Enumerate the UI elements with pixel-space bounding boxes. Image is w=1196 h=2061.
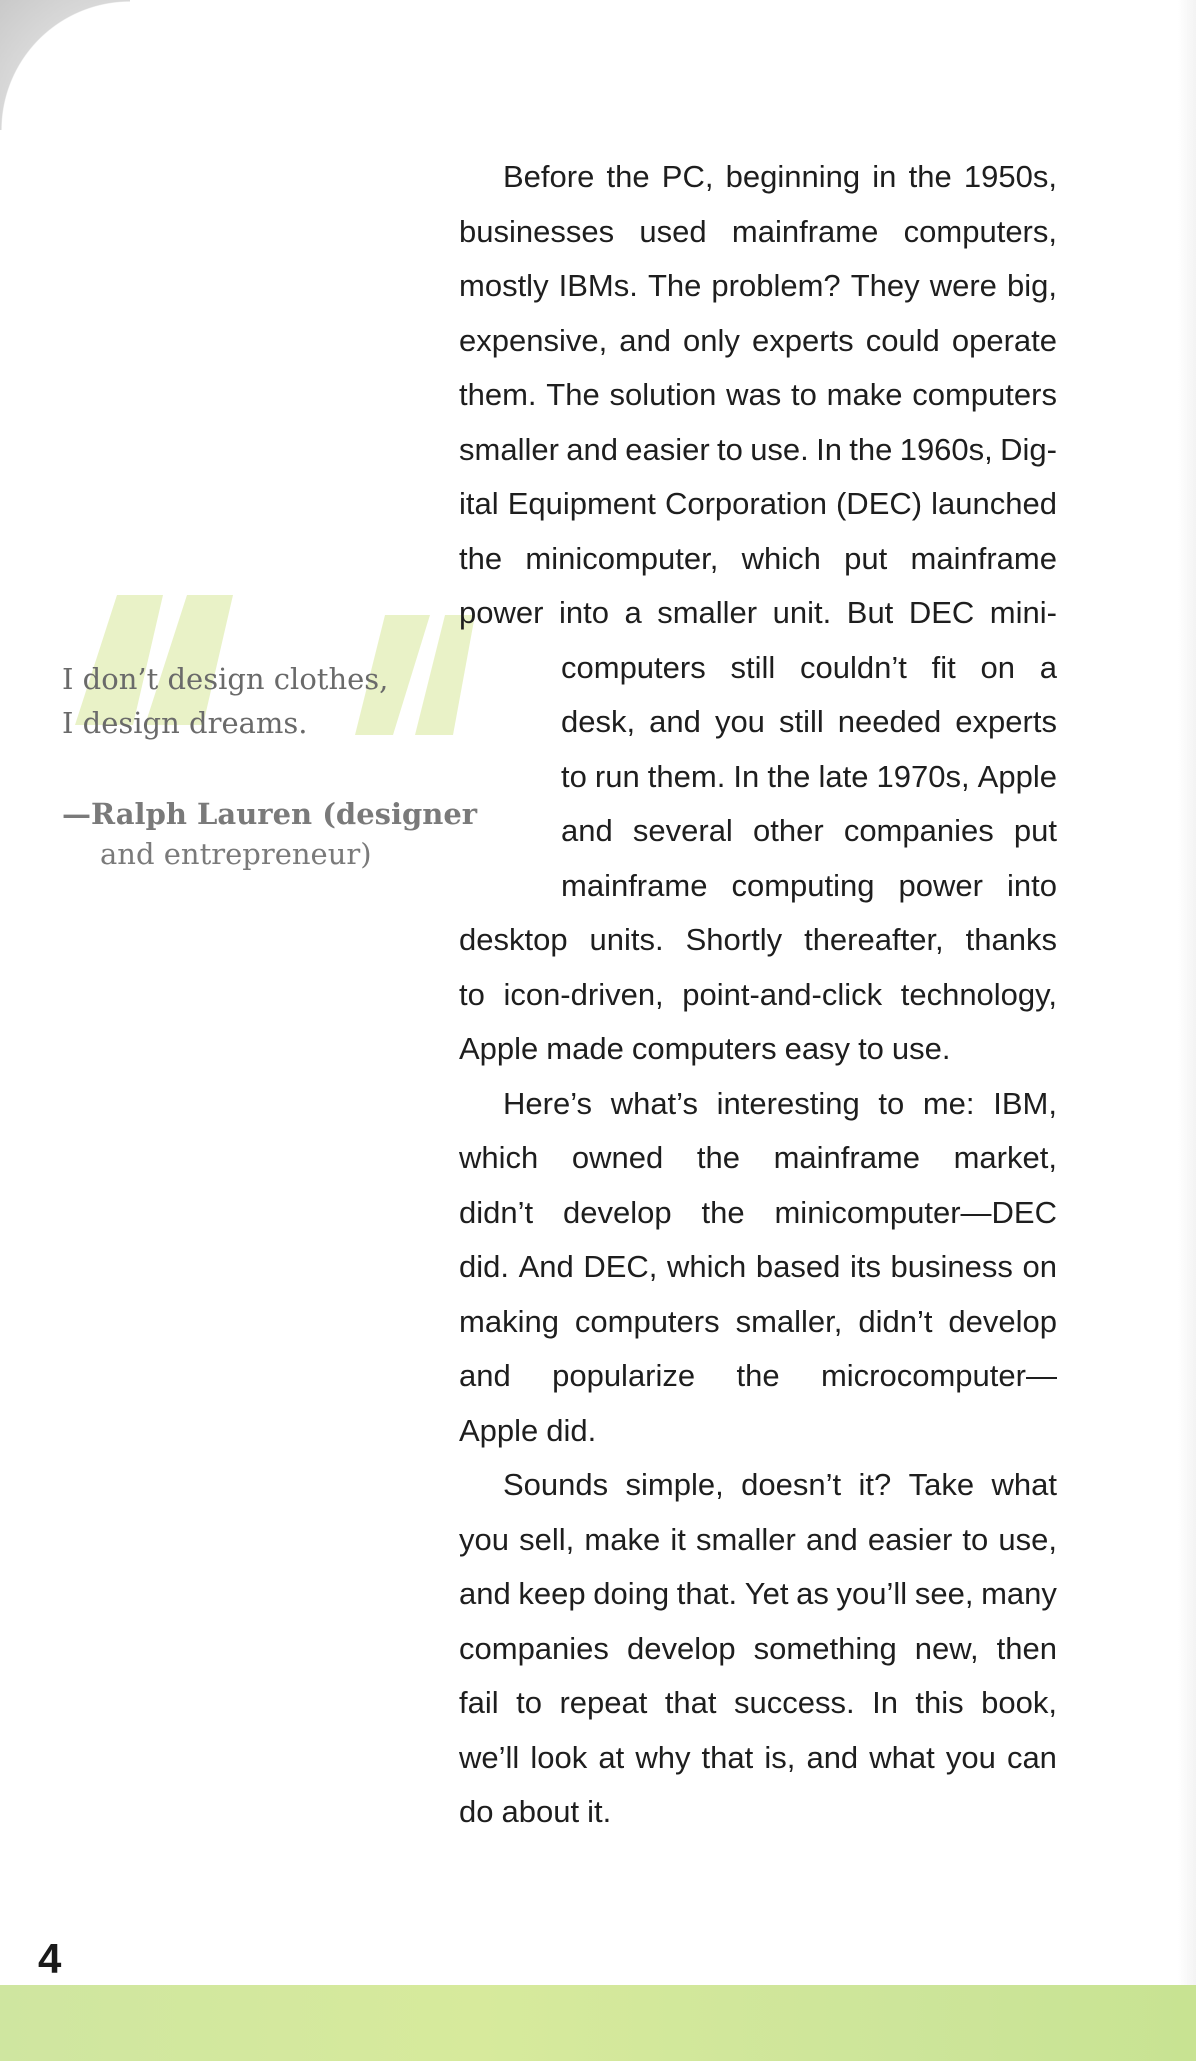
word: a — [1039, 649, 1057, 685]
word: in — [872, 159, 897, 194]
word: which — [741, 540, 821, 576]
text-line — [459, 641, 1057, 696]
word: icon-driven, — [503, 976, 664, 1012]
word: success. — [734, 1685, 855, 1720]
word: and — [806, 1739, 859, 1775]
word: In — [733, 758, 760, 794]
word: computers, — [903, 213, 1057, 249]
word: sell, — [519, 1521, 575, 1557]
word: look — [530, 1739, 588, 1775]
word: easier — [867, 1521, 953, 1557]
word: develop — [948, 1303, 1057, 1339]
word: problem? — [711, 268, 841, 303]
word: launched — [931, 486, 1057, 521]
word: simple, — [625, 1467, 724, 1502]
quote-line: I design dreams. — [62, 706, 308, 740]
word: technology, — [900, 976, 1057, 1012]
word: Apple — [459, 1031, 539, 1066]
word: them. — [459, 377, 537, 412]
word: In — [816, 431, 842, 467]
word: to — [516, 1685, 542, 1720]
word: several — [632, 813, 733, 848]
word: (DEC) — [835, 486, 923, 521]
word: at — [598, 1739, 625, 1775]
word: it? — [858, 1467, 892, 1502]
word: the — [767, 758, 811, 794]
word: mostly — [459, 268, 549, 303]
word: 1970s, — [876, 758, 970, 794]
word: make — [584, 1521, 661, 1557]
word: companies — [843, 813, 994, 848]
word: and — [805, 1521, 858, 1557]
word: PC, — [661, 159, 714, 194]
word: and — [566, 431, 618, 467]
word: smaller — [459, 431, 559, 467]
page-corner-curl — [0, 0, 130, 130]
word: something — [753, 1630, 897, 1666]
footer-color-bar — [0, 1985, 1196, 2061]
text-line — [459, 1077, 1057, 1132]
word: then — [996, 1630, 1057, 1666]
word: you — [714, 704, 765, 739]
word: point-and-click — [682, 976, 883, 1012]
text-line — [459, 1567, 1057, 1622]
word: 1950s, — [963, 159, 1057, 194]
word: Dig- — [1000, 431, 1057, 467]
word: based — [755, 1249, 841, 1284]
word: used — [639, 213, 707, 249]
attribution-line: —Ralph Lauren (designer — [62, 797, 478, 831]
word: is, — [764, 1739, 796, 1775]
word: business — [890, 1249, 1013, 1284]
word: thereafter, — [804, 922, 944, 957]
text-line — [459, 1622, 1057, 1677]
word: its — [849, 1249, 881, 1284]
text-line — [459, 859, 1057, 914]
word: operate — [951, 322, 1057, 358]
word: them. — [647, 758, 726, 794]
word: into — [1007, 867, 1057, 903]
word: and — [561, 813, 613, 848]
word: big, — [1006, 268, 1057, 303]
word: to — [878, 1085, 905, 1121]
text-line — [459, 1731, 1057, 1786]
word: popularize — [552, 1358, 696, 1393]
word: and — [649, 704, 701, 739]
word: on — [1022, 1249, 1057, 1284]
word: DEC, — [583, 1249, 658, 1284]
word: only — [683, 322, 740, 358]
word: Before — [503, 159, 595, 194]
word: computing — [731, 867, 875, 903]
word: power — [898, 867, 983, 903]
word: doing — [593, 1576, 670, 1611]
word: what — [991, 1467, 1057, 1502]
word: market, — [953, 1140, 1057, 1175]
word: this — [915, 1685, 964, 1720]
word: The — [647, 268, 702, 303]
word: minicomputer, — [525, 540, 719, 576]
word: businesses — [459, 213, 615, 249]
word: the — [696, 1140, 740, 1175]
word: did. — [546, 1412, 597, 1448]
word: develop — [563, 1194, 672, 1230]
word: we’ll — [459, 1739, 520, 1775]
word: smaller, — [735, 1303, 843, 1339]
word: me: — [922, 1085, 975, 1121]
word: computers — [561, 649, 706, 685]
word: as — [796, 1576, 829, 1611]
word: power — [459, 595, 544, 630]
word: needed — [837, 704, 942, 739]
word: mainframe — [731, 213, 879, 249]
word: many — [981, 1576, 1057, 1611]
word: that — [701, 1739, 754, 1775]
word: ital — [459, 486, 499, 521]
word: could — [865, 322, 940, 358]
word: the — [701, 1194, 745, 1230]
word: smaller — [695, 1521, 796, 1557]
word: to — [858, 1031, 884, 1066]
text-line — [459, 1676, 1057, 1731]
word: And — [518, 1249, 574, 1284]
word: DEC — [908, 595, 975, 630]
word: IBMs. — [558, 268, 638, 303]
word: interesting — [716, 1085, 860, 1121]
word: which — [667, 1249, 747, 1284]
word: computers — [631, 1031, 777, 1066]
text-line — [459, 205, 1057, 260]
word: other — [752, 813, 824, 848]
word: to — [962, 1521, 989, 1557]
word: what — [869, 1739, 935, 1775]
word: did. — [459, 1249, 509, 1284]
word: use. — [750, 431, 809, 467]
word: what’s — [610, 1085, 698, 1121]
word: the — [849, 431, 893, 467]
word: put — [844, 540, 888, 576]
text-line — [459, 150, 1057, 205]
word: didn’t — [459, 1194, 534, 1230]
text-line — [459, 913, 1057, 968]
word: keep — [518, 1576, 586, 1611]
quote-line: I don’t design clothes, — [62, 662, 389, 696]
text-line — [459, 750, 1057, 805]
word: Apple — [459, 1412, 539, 1448]
word: units. — [589, 922, 664, 957]
word: and — [459, 1358, 511, 1393]
text-line — [459, 968, 1057, 1023]
word: on — [980, 649, 1015, 685]
page-number: 4 — [38, 1935, 62, 1982]
word: Shortly — [685, 922, 783, 957]
word: fit — [931, 649, 956, 685]
word: make — [826, 377, 903, 412]
word: Apple — [977, 758, 1057, 794]
text-line — [459, 1295, 1057, 1350]
text-line — [459, 1785, 1057, 1840]
word: Equipment — [507, 486, 656, 521]
text-line — [459, 532, 1057, 587]
body-text-column — [459, 150, 1057, 1840]
word: put — [1013, 813, 1057, 848]
word: still — [730, 649, 776, 685]
word: to — [791, 377, 817, 412]
word: smaller — [657, 595, 758, 630]
word: to — [459, 976, 485, 1012]
word: computers — [574, 1303, 720, 1339]
sidebar-quote — [62, 657, 502, 745]
word: doesn’t — [741, 1467, 842, 1502]
word: about — [501, 1794, 580, 1829]
word: computers — [912, 377, 1057, 412]
word: mainframe — [561, 867, 708, 903]
text-line — [459, 804, 1057, 859]
word: making — [459, 1303, 559, 1339]
word: fail — [459, 1685, 499, 1720]
word: Corporation — [664, 486, 827, 521]
word: experts — [955, 704, 1057, 739]
word: But — [846, 595, 894, 630]
word: Here’s — [503, 1085, 593, 1121]
word: it. — [587, 1794, 612, 1829]
word: that — [664, 1685, 717, 1720]
page-edge-shadow — [1178, 0, 1196, 2061]
text-line — [459, 368, 1057, 423]
text-line — [459, 586, 1057, 641]
word: that. — [676, 1576, 738, 1611]
text-line — [459, 477, 1057, 532]
word: a — [624, 595, 642, 630]
text-line — [459, 1022, 1057, 1077]
word: experts — [751, 322, 854, 358]
word: why — [635, 1739, 691, 1775]
word: The — [546, 377, 600, 412]
word: into — [558, 595, 609, 630]
text-line — [459, 1404, 1057, 1459]
text-line — [459, 1349, 1057, 1404]
word: the — [606, 159, 650, 194]
word: solution — [609, 377, 717, 412]
word: can — [1006, 1739, 1057, 1775]
word: and — [619, 322, 671, 358]
word: IBM, — [993, 1085, 1057, 1121]
word: easier — [625, 431, 710, 467]
word: see, — [914, 1576, 974, 1611]
word: didn’t — [858, 1303, 933, 1339]
word: desktop — [459, 922, 568, 957]
word: book, — [981, 1685, 1057, 1720]
word: thanks — [965, 922, 1057, 957]
word: to — [561, 758, 587, 794]
word: run — [594, 758, 640, 794]
word: They — [850, 268, 920, 303]
text-line — [459, 695, 1057, 750]
word: In — [872, 1685, 898, 1720]
word: microcomputer— — [820, 1358, 1057, 1393]
text-line — [459, 1240, 1057, 1295]
word: easy — [784, 1031, 851, 1066]
word: you — [459, 1521, 509, 1557]
word: it — [670, 1521, 686, 1557]
word: late — [818, 758, 869, 794]
word: mini- — [989, 595, 1057, 630]
word: develop — [627, 1630, 736, 1666]
word: which — [459, 1140, 539, 1175]
word: companies — [459, 1630, 609, 1666]
text-line — [459, 1458, 1057, 1513]
word: mainframe — [773, 1140, 920, 1175]
word: do — [459, 1794, 494, 1829]
text-line — [459, 314, 1057, 369]
word: to — [717, 431, 743, 467]
text-line — [459, 1131, 1057, 1186]
text-line — [459, 1186, 1057, 1241]
word: you — [945, 1739, 996, 1775]
word: Yet — [744, 1576, 789, 1611]
word: couldn’t — [800, 649, 907, 685]
text-line — [459, 423, 1057, 478]
word: the — [736, 1358, 780, 1393]
word: was — [726, 377, 782, 412]
word: and — [459, 1576, 511, 1611]
word: the — [459, 540, 503, 576]
word: Take — [908, 1467, 975, 1502]
word: Sounds — [503, 1467, 609, 1502]
text-line — [459, 259, 1057, 314]
word: desk, — [561, 704, 636, 739]
text-line — [459, 1513, 1057, 1568]
word: were — [929, 268, 997, 303]
word: made — [546, 1031, 624, 1066]
word: new, — [914, 1630, 979, 1666]
word: use. — [891, 1031, 951, 1066]
word: the — [908, 159, 952, 194]
word: repeat — [559, 1685, 648, 1720]
word: mainframe — [910, 540, 1057, 576]
word: use, — [998, 1521, 1057, 1557]
word: owned — [571, 1140, 664, 1175]
word: beginning — [725, 159, 861, 194]
attribution-line: and entrepreneur) — [100, 837, 372, 871]
word: expensive, — [459, 322, 608, 358]
word: still — [778, 704, 824, 739]
word: unit. — [772, 595, 832, 630]
word: 1960s, — [899, 431, 993, 467]
word: minicomputer—DEC — [774, 1194, 1057, 1230]
word: you’ll — [836, 1576, 908, 1611]
